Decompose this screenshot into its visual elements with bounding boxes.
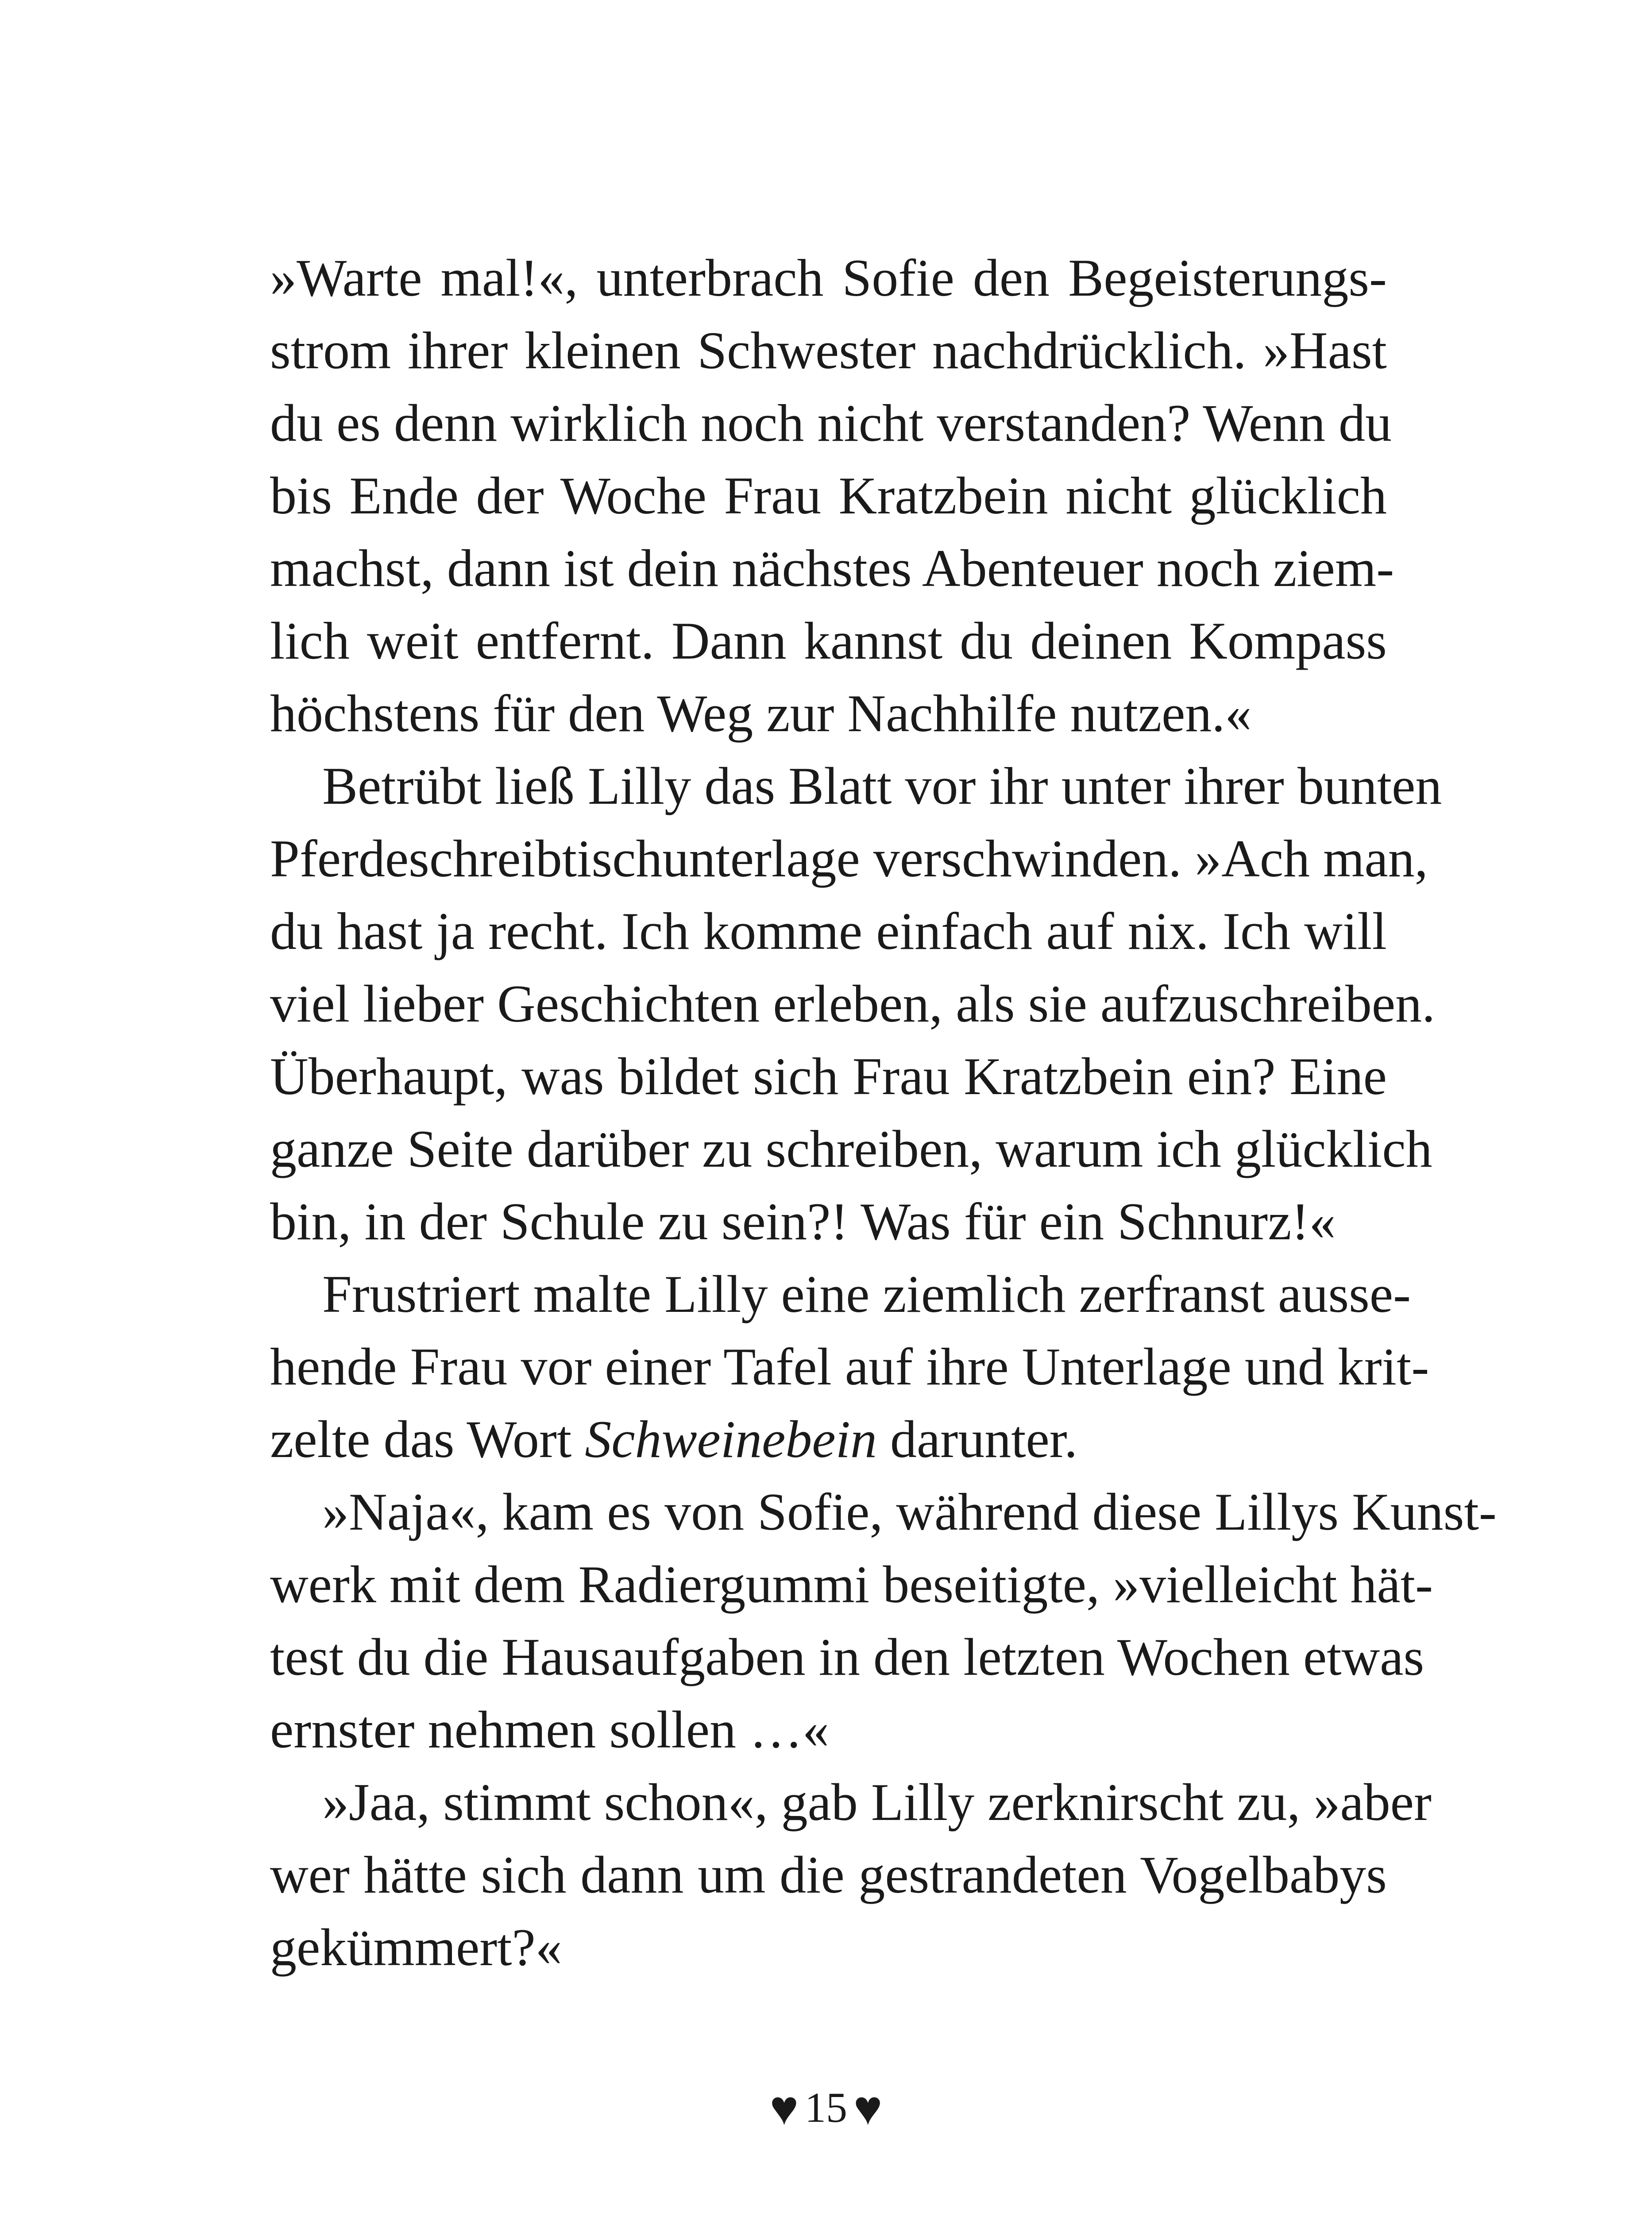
text-line: bin, in der Schule zu sein?! Was für ein Schnurz!« <box>270 1192 1336 1251</box>
heart-icon: ♥ <box>853 2081 883 2135</box>
paragraph-2 <box>270 750 1442 1258</box>
text-line: gekümmert?« <box>270 1918 562 1977</box>
text-line: bis Ende der Woche Frau Kratzbein nicht glücklich <box>270 466 1387 525</box>
text-line: »Naja«, kam es von Sofie, während diese Lillys Kunst- <box>322 1482 1497 1541</box>
text-line: Frustriert malte Lilly eine ziemlich zerfranst ausse- <box>322 1265 1411 1323</box>
text-segment: darunter. <box>876 1410 1078 1469</box>
text-line: du hast ja recht. Ich komme einfach auf nix. Ich will <box>270 902 1387 960</box>
text-line: Betrübt ließ Lilly das Blatt vor ihr unter ihrer bunten <box>322 756 1442 815</box>
page-footer <box>0 2080 1652 2136</box>
text-line: test du die Hausaufgaben in den letzten Wochen etwas <box>270 1627 1424 1686</box>
text-line: werk mit dem Radiergummi beseitigte, »vielleicht hät- <box>270 1555 1433 1614</box>
text-line: ganze Seite darüber zu schreiben, warum ich glücklich <box>270 1119 1432 1178</box>
text-line <box>270 1403 1387 1476</box>
text-line: du es denn wirklich noch nicht verstanden? Wenn du <box>270 393 1392 452</box>
text-line: hende Frau vor einer Tafel auf ihre Unterlage und krit- <box>270 1337 1429 1396</box>
paragraph-4 <box>270 1476 1497 1766</box>
text-line: Pferdeschreibtischunterlage verschwinden. »Ach man, <box>270 829 1428 888</box>
paragraph-1 <box>270 242 1394 750</box>
text-line: Überhaupt, was bildet sich Frau Kratzbein ein? Eine <box>270 1047 1387 1106</box>
text-line: »Warte mal!«, unterbrach Sofie den Begeisterungs- <box>270 248 1387 307</box>
text-line: wer hätte sich dann um die gestrandeten Vogelbabys <box>270 1845 1387 1904</box>
text-segment: zelte das Wort <box>270 1410 585 1469</box>
text-line: höchstens für den Weg zur Nachhilfe nutzen.« <box>270 684 1252 743</box>
text-line: »Jaa, stimmt schon«, gab Lilly zerknirscht zu, »aber <box>322 1773 1432 1831</box>
paragraph-5 <box>270 1766 1432 1984</box>
text-line: machst, dann ist dein nächstes Abenteuer noch ziem- <box>270 539 1394 598</box>
heart-icon: ♥ <box>769 2081 799 2135</box>
text-line: lich weit entfernt. Dann kannst du deinen Kompass <box>270 611 1387 670</box>
page-number: 15 <box>805 2084 847 2131</box>
text-line: viel lieber Geschichten erleben, als sie aufzuschreiben. <box>270 974 1436 1033</box>
text-line: strom ihrer kleinen Schwester nachdrücklich. »Hast <box>270 321 1387 380</box>
text-line: ernster nehmen sollen …« <box>270 1700 829 1759</box>
paragraph-3 <box>270 1258 1429 1476</box>
italic-word: Schweinebein <box>585 1410 877 1469</box>
body-text <box>270 242 1497 1984</box>
